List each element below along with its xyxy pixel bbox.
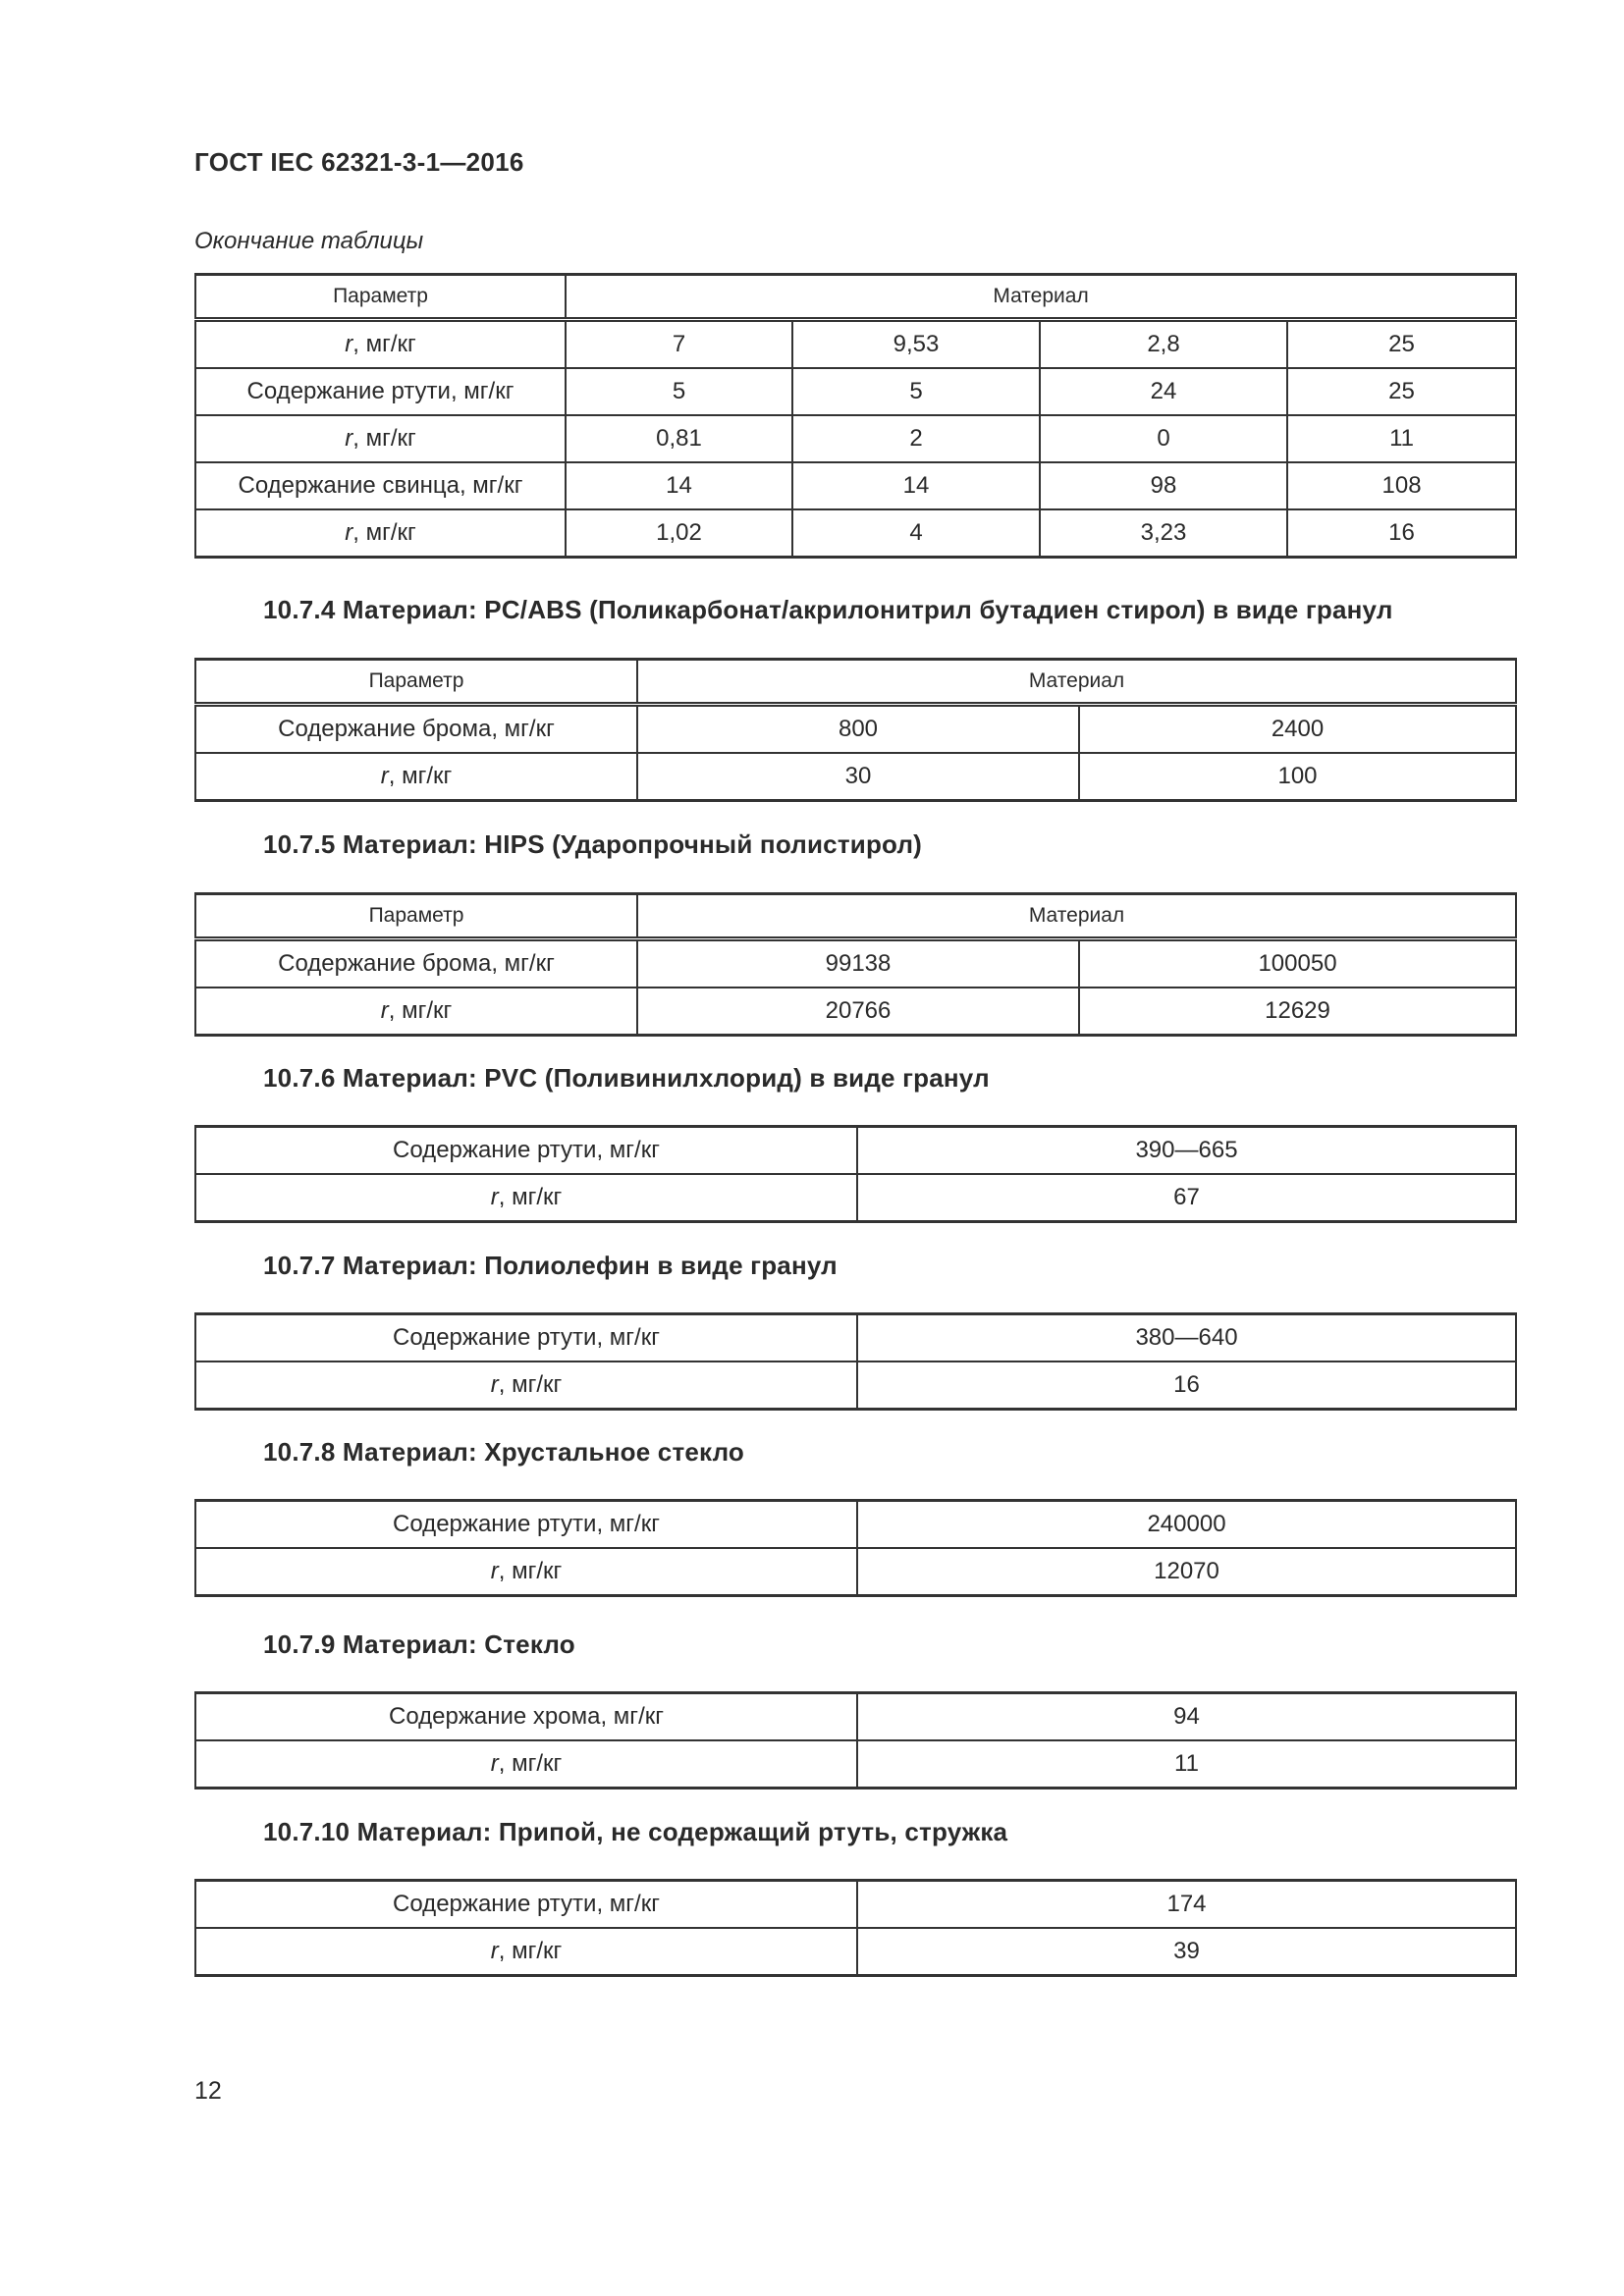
- table-row: [195, 320, 1516, 369]
- table-header-row: [195, 894, 1516, 939]
- r-symbol: r: [345, 519, 353, 546]
- table-row: [195, 1693, 1516, 1741]
- table-row: [195, 939, 1516, 988]
- cell-value: 2: [792, 415, 1040, 462]
- r-symbol: r: [345, 331, 353, 357]
- section-heading-10-7-8: 10.7.8 Материал: Хрустальное стекло: [263, 1437, 745, 1467]
- cell-value: 14: [566, 462, 792, 509]
- row-label: [195, 415, 566, 462]
- row-label: Содержание ртути, мг/кг: [195, 1881, 857, 1929]
- row-label: Содержание ртути, мг/кг: [195, 1127, 857, 1175]
- header-parameter: Параметр: [195, 894, 637, 939]
- cell-value: 2,8: [1040, 320, 1287, 369]
- row-label: Содержание хрома, мг/кг: [195, 1693, 857, 1741]
- cell-value: 5: [792, 368, 1040, 415]
- cell-value: 94: [857, 1693, 1516, 1741]
- cell-value: 100: [1079, 753, 1516, 801]
- header-material: Материал: [637, 894, 1516, 939]
- cell-value: 100050: [1079, 939, 1516, 988]
- row-label: [195, 1548, 857, 1596]
- row-label: Содержание брома, мг/кг: [195, 705, 637, 754]
- table-crystal-glass: [194, 1499, 1517, 1597]
- section-heading-10-7-5: 10.7.5 Материал: HIPS (Ударопрочный полистирол): [263, 829, 923, 859]
- cell-value: 14: [792, 462, 1040, 509]
- results-table-continued: [194, 273, 1517, 559]
- cell-value: 5: [566, 368, 792, 415]
- table-row: [195, 1501, 1516, 1549]
- cell-value: 20766: [637, 988, 1079, 1036]
- cell-value: 99138: [637, 939, 1079, 988]
- row-label: [195, 320, 566, 369]
- table-row: [195, 753, 1516, 801]
- table-row: [195, 1928, 1516, 1976]
- cell-value: 240000: [857, 1501, 1516, 1549]
- cell-value: 2400: [1079, 705, 1516, 754]
- cell-value: 30: [637, 753, 1079, 801]
- table-header-row: [195, 660, 1516, 705]
- cell-value: 39: [857, 1928, 1516, 1976]
- cell-value: 174: [857, 1881, 1516, 1929]
- cell-value: 24: [1040, 368, 1287, 415]
- table-row: [195, 415, 1516, 462]
- r-symbol: r: [345, 425, 353, 452]
- cell-value: 25: [1287, 368, 1516, 415]
- row-label: [195, 753, 637, 801]
- cell-value: 25: [1287, 320, 1516, 369]
- cell-value: 67: [857, 1174, 1516, 1222]
- section-heading-10-7-9: 10.7.9 Материал: Стекло: [263, 1629, 575, 1659]
- r-symbol: r: [490, 1184, 499, 1210]
- table-pc-abs: [194, 658, 1517, 802]
- unit-label: , мг/кг: [352, 425, 416, 452]
- table-row: [195, 1174, 1516, 1222]
- unit-label: , мг/кг: [498, 1558, 563, 1584]
- unit-label: , мг/кг: [352, 519, 416, 546]
- header-parameter: Параметр: [195, 275, 566, 320]
- table-solder: [194, 1879, 1517, 1977]
- cell-value: 9,53: [792, 320, 1040, 369]
- row-label: [195, 1362, 857, 1410]
- table-pvc: [194, 1125, 1517, 1223]
- table-row: [195, 1740, 1516, 1789]
- unit-label: , мг/кг: [498, 1750, 563, 1777]
- cell-value: 11: [857, 1740, 1516, 1789]
- cell-value: 108: [1287, 462, 1516, 509]
- row-label: [195, 1174, 857, 1222]
- row-label: Содержание ртути, мг/кг: [195, 1501, 857, 1549]
- section-heading-10-7-4: 10.7.4 Материал: PC/ABS (Поликарбонат/акрилонитрил бутадиен стирол) в виде гранул: [263, 595, 1393, 624]
- row-label: Содержание ртути, мг/кг: [195, 368, 566, 415]
- cell-value: 4: [792, 509, 1040, 558]
- cell-value: 11: [1287, 415, 1516, 462]
- header-material: Материал: [637, 660, 1516, 705]
- row-label: Содержание свинца, мг/кг: [195, 462, 566, 509]
- header-parameter: Параметр: [195, 660, 637, 705]
- unit-label: , мг/кг: [498, 1184, 563, 1210]
- table-hips: [194, 892, 1517, 1037]
- table-row: [195, 1127, 1516, 1175]
- cell-value: 16: [1287, 509, 1516, 558]
- r-symbol: r: [380, 997, 389, 1024]
- r-symbol: r: [490, 1371, 499, 1398]
- row-label: [195, 988, 637, 1036]
- table-row: [195, 1314, 1516, 1362]
- table-glass: [194, 1691, 1517, 1789]
- cell-value: 12070: [857, 1548, 1516, 1596]
- cell-value: 0: [1040, 415, 1287, 462]
- table-row: [195, 368, 1516, 415]
- table-continuation-label: Окончание таблицы: [194, 228, 424, 254]
- cell-value: 380—640: [857, 1314, 1516, 1362]
- table-row: [195, 1548, 1516, 1596]
- table-row: [195, 462, 1516, 509]
- unit-label: , мг/кг: [498, 1938, 563, 1964]
- row-label: Содержание ртути, мг/кг: [195, 1314, 857, 1362]
- table-row: [195, 1881, 1516, 1929]
- cell-value: 390—665: [857, 1127, 1516, 1175]
- header-material: Материал: [566, 275, 1516, 320]
- unit-label: , мг/кг: [498, 1371, 563, 1398]
- cell-value: 0,81: [566, 415, 792, 462]
- cell-value: 98: [1040, 462, 1287, 509]
- section-heading-10-7-6: 10.7.6 Материал: PVC (Поливинилхлорид) в виде гранул: [263, 1063, 990, 1093]
- unit-label: , мг/кг: [388, 997, 453, 1024]
- cell-value: 1,02: [566, 509, 792, 558]
- cell-value: 12629: [1079, 988, 1516, 1036]
- row-label: [195, 509, 566, 558]
- page-number: 12: [194, 2077, 222, 2105]
- table-row: [195, 1362, 1516, 1410]
- cell-value: 3,23: [1040, 509, 1287, 558]
- unit-label: , мг/кг: [352, 331, 416, 357]
- table-row: [195, 988, 1516, 1036]
- cell-value: 7: [566, 320, 792, 369]
- r-symbol: r: [490, 1750, 499, 1777]
- table-row: [195, 705, 1516, 754]
- r-symbol: r: [380, 763, 389, 789]
- r-symbol: r: [490, 1558, 499, 1584]
- table-polyolefin: [194, 1312, 1517, 1411]
- cell-value: 800: [637, 705, 1079, 754]
- document-code: ГОСТ IEC 62321-3-1—2016: [194, 147, 524, 177]
- table-header-row: [195, 275, 1516, 320]
- r-symbol: r: [490, 1938, 499, 1964]
- cell-value: 16: [857, 1362, 1516, 1410]
- unit-label: , мг/кг: [388, 763, 453, 789]
- section-heading-10-7-7: 10.7.7 Материал: Полиолефин в виде гранул: [263, 1251, 838, 1280]
- row-label: [195, 1928, 857, 1976]
- row-label: Содержание брома, мг/кг: [195, 939, 637, 988]
- table-row: [195, 509, 1516, 558]
- section-heading-10-7-10: 10.7.10 Материал: Припой, не содержащий ртуть, стружка: [263, 1817, 1008, 1846]
- row-label: [195, 1740, 857, 1789]
